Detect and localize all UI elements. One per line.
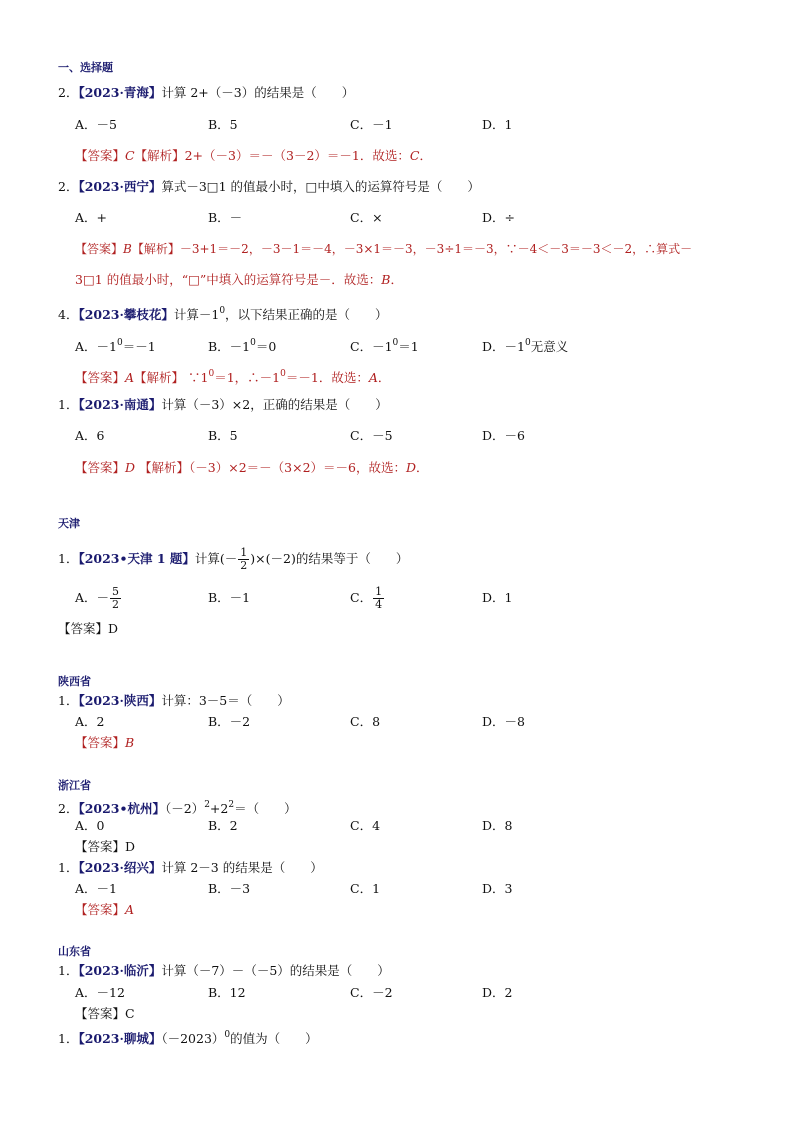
source-tag: 【2023·陕西】 bbox=[78, 693, 162, 708]
answer-value: A bbox=[125, 902, 135, 917]
answer-value: B bbox=[125, 735, 135, 750]
option-b: B．12 bbox=[208, 985, 246, 1000]
option-d: D．$-1^0$无意义 bbox=[482, 338, 569, 354]
option-d: D．1 bbox=[482, 117, 513, 132]
question-stem-end: ，以下结果正确的是（ ） bbox=[225, 307, 388, 322]
source-tag: 【2023·聊城】 bbox=[78, 1031, 162, 1046]
option-c: C．－2 bbox=[350, 985, 393, 1000]
answer-label: 【答案】 bbox=[75, 242, 124, 256]
explanation-label: 【解析】 bbox=[134, 370, 185, 385]
explanation-text: －3+1＝－2，－3－1＝－4，－3×1＝－3，－3÷1＝－3，∵－4＜－3＝－3＜－2，∴算式－ bbox=[179, 242, 693, 256]
question-stem: 算式－3□1 的值最小时，□中填入的运算符号是（ ） bbox=[161, 179, 480, 194]
source-tag: 【2023·攀枝花】 bbox=[78, 307, 174, 322]
answer-value: A bbox=[125, 370, 135, 385]
question-qinghai bbox=[58, 85, 354, 101]
question-stem: 计算：3－5＝（ ） bbox=[161, 693, 290, 708]
option-b: B．$-1^0=0$ bbox=[208, 338, 277, 354]
option-c: C．$-1^0=1$ bbox=[350, 338, 419, 354]
answer-line: 【答案】C bbox=[75, 1006, 135, 1021]
option-a: A．$-1^0=-1$ bbox=[75, 338, 156, 354]
explanation-period: ． bbox=[390, 272, 403, 287]
answer-line bbox=[75, 241, 692, 257]
option-c: C．－5 bbox=[350, 428, 393, 443]
option-d: D．3 bbox=[482, 881, 513, 896]
option-a: A．+ bbox=[75, 210, 108, 225]
question-number: 1． bbox=[58, 693, 79, 708]
option-c: C． $\frac{1}{4}$ bbox=[350, 585, 383, 611]
question-hangzhou: 2．【2023•杭州】$(-2)^2+2^2=$（ ） bbox=[58, 800, 297, 816]
option-b: B．2 bbox=[208, 818, 238, 833]
option-a: A．0 bbox=[75, 818, 105, 833]
answer-line: 【答案】A【解析】 $\because 1^0=1$，$\therefore-1^0=-1$．故选：A． bbox=[75, 369, 391, 385]
question-number: 1． bbox=[58, 1031, 79, 1046]
source-tag: 【2023·绍兴】 bbox=[78, 860, 162, 875]
option-c: C．1 bbox=[350, 881, 381, 896]
question-stem: 计算（－3）×2，正确的结果是（ ） bbox=[161, 397, 388, 412]
section-heading: 天津 bbox=[58, 517, 80, 530]
question-number: 4． bbox=[58, 307, 79, 322]
option-c: C．4 bbox=[350, 818, 381, 833]
option-b: B．5 bbox=[208, 428, 238, 443]
fraction: $\frac{1}{2}$ bbox=[240, 546, 248, 572]
question-nantong bbox=[58, 397, 388, 413]
option-d: D．÷ bbox=[482, 210, 515, 225]
answer-value: C bbox=[125, 148, 135, 163]
question-number: 2． bbox=[58, 179, 79, 194]
option-b: B．－3 bbox=[208, 881, 251, 896]
option-b: B．－ bbox=[208, 210, 243, 225]
explanation-label: 【解析】 bbox=[134, 148, 185, 163]
option-b: B．－1 bbox=[208, 590, 251, 605]
option-a: A．－5 bbox=[75, 117, 117, 132]
answer-label: 【答案】 bbox=[75, 370, 126, 385]
explanation-text: 3□1 的值最小时，“□”中填入的运算符号是－．故选： bbox=[75, 272, 382, 287]
question-number: 2． bbox=[58, 801, 79, 816]
option-a: A．－1 bbox=[75, 881, 117, 896]
question-number: 1． bbox=[58, 963, 79, 978]
explanation-text: 2+（－3）＝－（3－2）＝－1．故选： bbox=[184, 148, 410, 163]
section-heading: 山东省 bbox=[58, 945, 91, 958]
explanation-choice: C bbox=[409, 148, 420, 163]
answer-line: 【答案】D 【解析】（－3）×2＝－（3×2）＝－6，故选：D． bbox=[75, 460, 429, 475]
question-shaanxi bbox=[58, 693, 290, 709]
question-xining bbox=[58, 179, 480, 195]
option-c: C．－1 bbox=[350, 117, 393, 132]
question-stem: 计算 2－3 的结果是（ ） bbox=[161, 860, 323, 875]
question-shaoxing bbox=[58, 860, 323, 876]
option-a: A．－ $\frac{5}{2}$ bbox=[75, 585, 120, 611]
source-tag: 【2023•杭州】 bbox=[78, 801, 165, 816]
option-a: A．6 bbox=[75, 428, 105, 443]
explanation-choice: D bbox=[406, 460, 417, 475]
source-tag: 【2023·南通】 bbox=[78, 397, 162, 412]
option-d: D．－6 bbox=[482, 428, 525, 443]
answer-label: 【答案】 bbox=[75, 902, 126, 917]
option-d: D．2 bbox=[482, 985, 513, 1000]
option-b: B．－2 bbox=[208, 714, 251, 729]
option-d: D．8 bbox=[482, 818, 513, 833]
question-panzhihua bbox=[58, 303, 388, 323]
answer-line: 【答案】D bbox=[75, 839, 136, 854]
answer-line bbox=[75, 902, 134, 918]
option-d: D．1 bbox=[482, 590, 513, 605]
explanation-label: 【解析】 bbox=[139, 460, 190, 475]
section-heading: 陕西省 bbox=[58, 675, 91, 688]
option-c: C．× bbox=[350, 210, 383, 225]
explanation-label: 【解析】 bbox=[131, 242, 180, 256]
section-heading: 一、选择题 bbox=[58, 61, 113, 74]
option-a: A．2 bbox=[75, 714, 105, 729]
question-number: 1． bbox=[58, 397, 79, 412]
section-heading: 浙江省 bbox=[58, 779, 91, 792]
source-tag: 【2023·青海】 bbox=[78, 85, 162, 100]
answer-label: 【答案】 bbox=[75, 148, 126, 163]
answer-line bbox=[75, 148, 432, 164]
exponent: 0 bbox=[219, 306, 226, 316]
option-c: C．8 bbox=[350, 714, 381, 729]
question-number: 1． bbox=[58, 551, 79, 566]
option-a: A．－12 bbox=[75, 985, 125, 1000]
explanation-continued bbox=[75, 272, 403, 288]
answer-label: 【答案】 bbox=[75, 460, 126, 475]
answer-value: B bbox=[123, 242, 132, 256]
answer-line bbox=[75, 735, 134, 751]
question-number: 1． bbox=[58, 860, 79, 875]
option-d: D．－8 bbox=[482, 714, 525, 729]
explanation-choice: A bbox=[368, 370, 378, 385]
source-tag: 【2023·西宁】 bbox=[78, 179, 162, 194]
question-number: 2． bbox=[58, 85, 79, 100]
explanation-text: （－3）×2＝－（3×2）＝－6，故选： bbox=[189, 460, 407, 475]
question-stem: 计算－1 bbox=[173, 307, 220, 322]
question-tianjin: 1．【2023•天津 1 题】计算(－ $\frac{1}{2}$ )×(－2)的结果等于（ ） bbox=[58, 546, 409, 572]
answer-label: 【答案】 bbox=[75, 735, 126, 750]
explanation-choice: B bbox=[381, 272, 391, 287]
source-tag: 【2023·临沂】 bbox=[78, 963, 162, 978]
answer-line: 【答案】D bbox=[58, 621, 119, 636]
question-linyi bbox=[58, 963, 390, 979]
option-b: B．5 bbox=[208, 117, 238, 132]
question-liaocheng: 1．【2023·聊城】$(-2023)^0$的值为（ ） bbox=[58, 1030, 318, 1046]
question-stem: 计算 2+（－3）的结果是（ ） bbox=[161, 85, 355, 100]
answer-value: D bbox=[125, 460, 136, 475]
question-stem: 计算（－7）－（－5）的结果是（ ） bbox=[161, 963, 390, 978]
source-tag: 【2023•天津 1 题】 bbox=[78, 551, 195, 566]
explanation-period: ． bbox=[419, 148, 432, 163]
